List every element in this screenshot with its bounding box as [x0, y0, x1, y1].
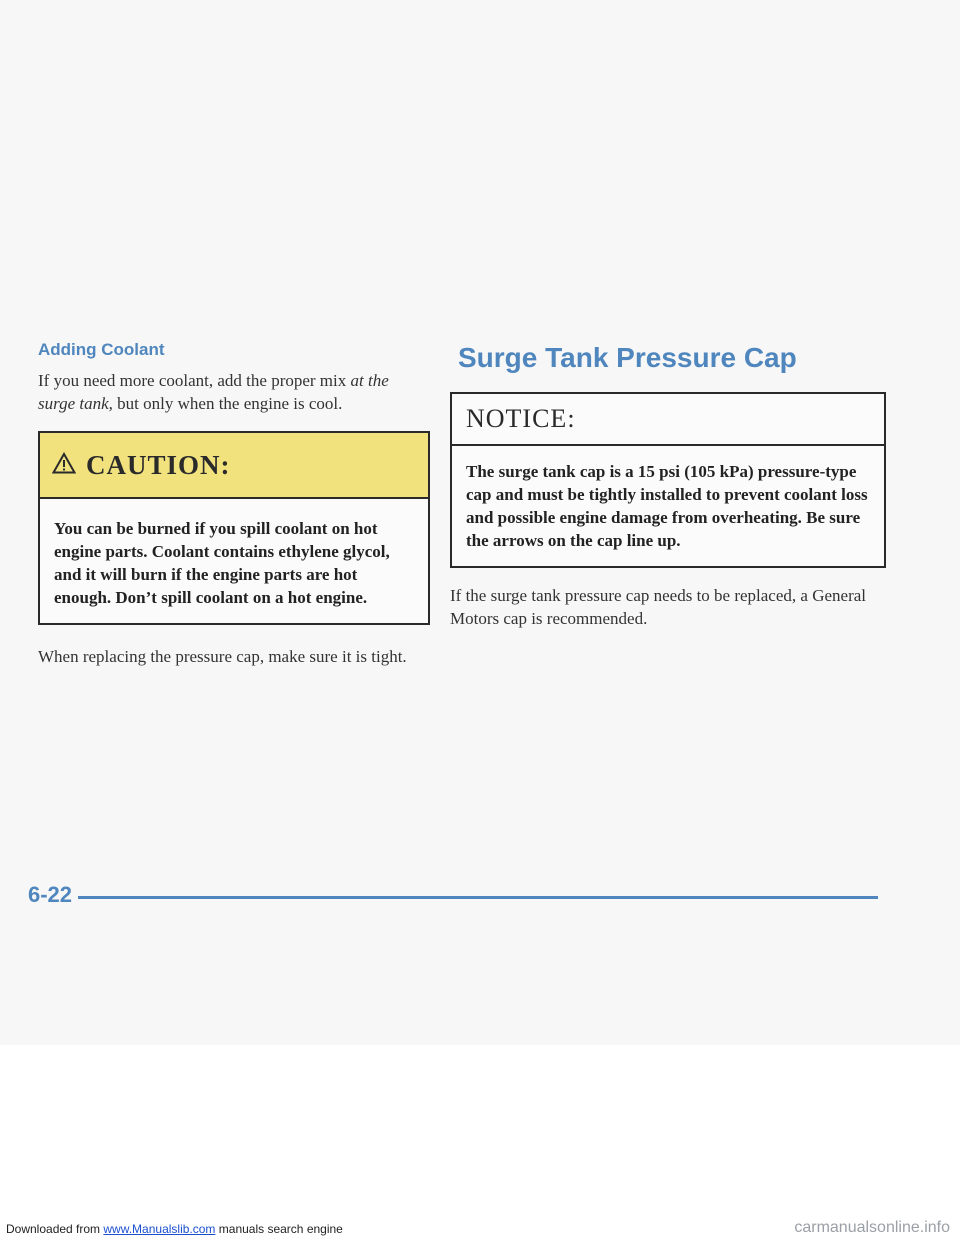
warning-triangle-icon — [52, 452, 76, 479]
intro-paragraph — [38, 369, 430, 415]
notice-text: The surge tank cap is a 15 psi (105 kPa) pressure-type cap and must be tightly installed to prevent coolant loss and possible engine damage from overheating. Be sure the arrows on the cap line up. — [466, 462, 868, 550]
caution-text: You can be burned if you spill coolant on hot engine parts. Coolant contains ethylene glycol, and it will burn if the engine parts are hot enough. Don’t spill coolant on a hot engine. — [54, 519, 390, 607]
download-banner — [6, 1222, 343, 1236]
section-title: Surge Tank Pressure Cap — [458, 342, 797, 373]
subheading-adding-coolant: Adding Coolant — [38, 340, 165, 359]
right-column — [450, 340, 886, 630]
page-number: 6-22 — [28, 882, 73, 907]
banner-prefix: Downloaded from — [6, 1222, 104, 1236]
footer-rule — [78, 896, 878, 899]
page-footer — [28, 880, 878, 910]
replacement-cap-text: If the surge tank pressure cap needs to be replaced, a General Motors cap is recommended. — [450, 586, 866, 628]
notice-header — [452, 394, 884, 446]
left-column — [38, 340, 430, 668]
notice-box — [450, 392, 886, 568]
pressure-cap-tight-text: When replacing the pressure cap, make sure it is tight. — [38, 647, 407, 666]
intro-text-start: If you need more coolant, add the proper mix — [38, 371, 351, 390]
notice-title: NOTICE: — [466, 404, 576, 433]
banner-suffix: manuals search engine — [215, 1222, 343, 1236]
intro-italic-text: at the surge tank, — [38, 371, 389, 413]
caution-box — [38, 431, 430, 625]
caution-title: CAUTION: — [86, 449, 231, 480]
caution-header — [40, 433, 428, 499]
intro-text-end: but only when the engine is cool. — [112, 394, 343, 413]
manualslib-link[interactable]: www.Manualslib.com — [103, 1222, 216, 1236]
site-watermark: carmanualsonline.info — [794, 1219, 950, 1236]
